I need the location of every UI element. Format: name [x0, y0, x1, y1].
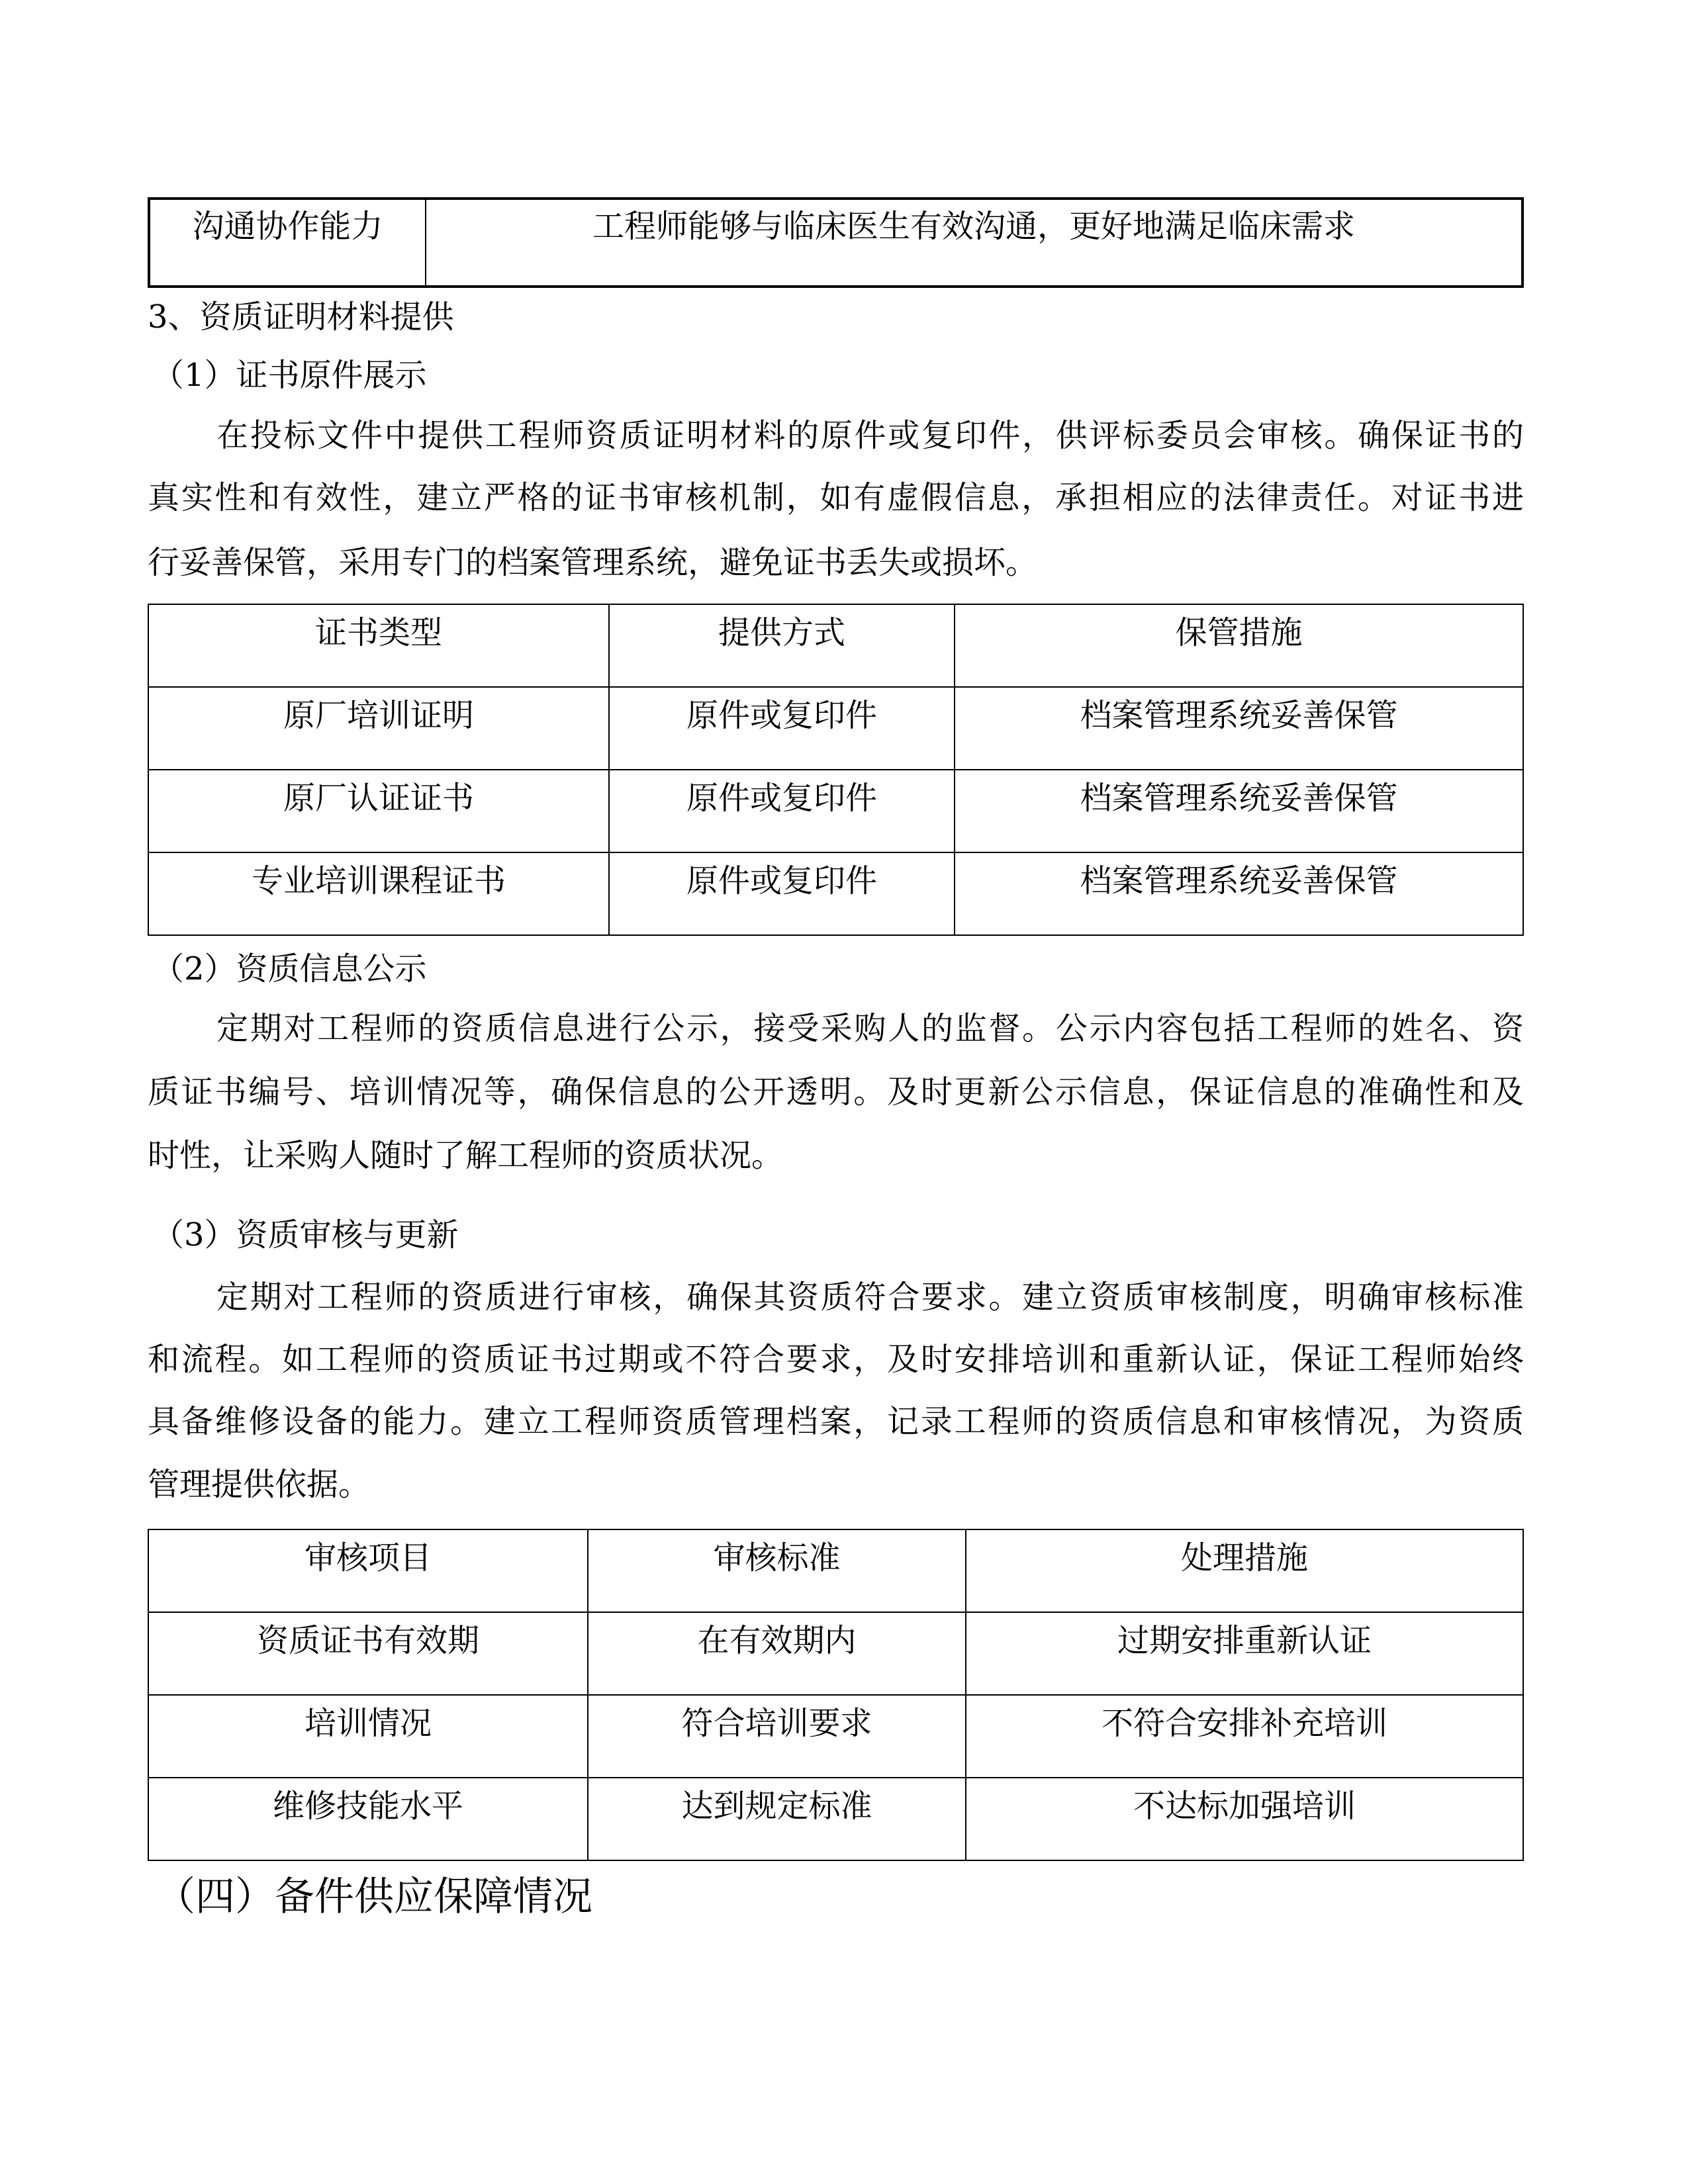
- table-cell: 在有效期内: [588, 1612, 966, 1695]
- column-header: 证书类型: [148, 604, 609, 687]
- section-heading: 3、资质证明材料提供: [148, 298, 454, 336]
- table-cell: 原件或复印件: [609, 770, 955, 852]
- table-cell: 不符合安排补充培训: [966, 1695, 1523, 1778]
- table-row: [148, 687, 1523, 770]
- subsection-heading: （2）资质信息公示: [152, 950, 427, 987]
- paragraph-line: 真实性和有效性，建立严格的证书审核机制，如有虚假信息，承担相应的法律责任。对证书进: [148, 479, 1524, 516]
- table-cell: 符合培训要求: [588, 1695, 966, 1778]
- column-header: 审核项目: [148, 1529, 588, 1612]
- paragraph-line: 行妥善保管，采用专门的档案管理系统，避免证书丢失或损坏。: [148, 544, 1038, 581]
- table-row: [148, 770, 1523, 852]
- table-cell: 原件或复印件: [609, 852, 955, 935]
- table-cell: 资质证书有效期: [148, 1612, 588, 1695]
- table-cell: 档案管理系统妥善保管: [955, 852, 1523, 935]
- paragraph-line: 具备维修设备的能力。建立工程师资质管理档案，记录工程师的资质信息和审核情况，为资质: [148, 1403, 1524, 1440]
- table-row: [149, 199, 1523, 287]
- column-header: 提供方式: [609, 604, 955, 687]
- table-row: [148, 1778, 1523, 1860]
- audit-table: [148, 1529, 1524, 1861]
- section-heading: （四）备件供应保障情况: [156, 1874, 592, 1920]
- subsection-heading: （3）资质审核与更新: [152, 1216, 459, 1253]
- paragraph-line: 在投标文件中提供工程师资质证明材料的原件或复印件，供评标委员会审核。确保证书的: [216, 417, 1524, 454]
- paragraph-line: 定期对工程师的资质进行审核，确保其资质符合要求。建立资质审核制度，明确审核标准: [216, 1279, 1524, 1316]
- paragraph-line: 管理提供依据。: [148, 1466, 371, 1503]
- paragraph-line: 和流程。如工程师的资质证书过期或不符合要求，及时安排培训和重新认证，保证工程师始终: [148, 1341, 1524, 1378]
- subsection-heading: （1）证书原件展示: [152, 357, 427, 394]
- table-cell: 专业培训课程证书: [148, 852, 609, 935]
- table-cell: 不达标加强培训: [966, 1778, 1523, 1860]
- paragraph-line: 时性，让采购人随时了解工程师的资质状况。: [148, 1137, 784, 1174]
- table-row: [148, 852, 1523, 935]
- table-cell: 原厂培训证明: [148, 687, 609, 770]
- table-cell: 达到规定标准: [588, 1778, 966, 1860]
- paragraph-line: 质证书编号、培训情况等，确保信息的公开透明。及时更新公示信息，保证信息的准确性和及: [148, 1073, 1524, 1111]
- table-cell: 档案管理系统妥善保管: [955, 770, 1523, 852]
- table-cell: 过期安排重新认证: [966, 1612, 1523, 1695]
- certificate-table: [148, 604, 1524, 936]
- column-header: 保管措施: [955, 604, 1523, 687]
- column-header: 处理措施: [966, 1529, 1523, 1612]
- table-row: [148, 1695, 1523, 1778]
- table-cell: 原厂认证证书: [148, 770, 609, 852]
- table-cell: 维修技能水平: [148, 1778, 588, 1860]
- column-header: 审核标准: [588, 1529, 966, 1612]
- table-cell: 工程师能够与临床医生有效沟通，更好地满足临床需求: [426, 199, 1523, 287]
- table-row: [148, 1612, 1523, 1695]
- table-cell: 沟通协作能力: [149, 199, 426, 287]
- table-header-row: [148, 604, 1523, 687]
- table-cell: 原件或复印件: [609, 687, 955, 770]
- paragraph-line: 定期对工程师的资质信息进行公示，接受采购人的监督。公示内容包括工程师的姓名、资: [216, 1010, 1524, 1047]
- table-header-row: [148, 1529, 1523, 1612]
- table-cell: 档案管理系统妥善保管: [955, 687, 1523, 770]
- communication-table: [148, 197, 1524, 288]
- table-cell: 培训情况: [148, 1695, 588, 1778]
